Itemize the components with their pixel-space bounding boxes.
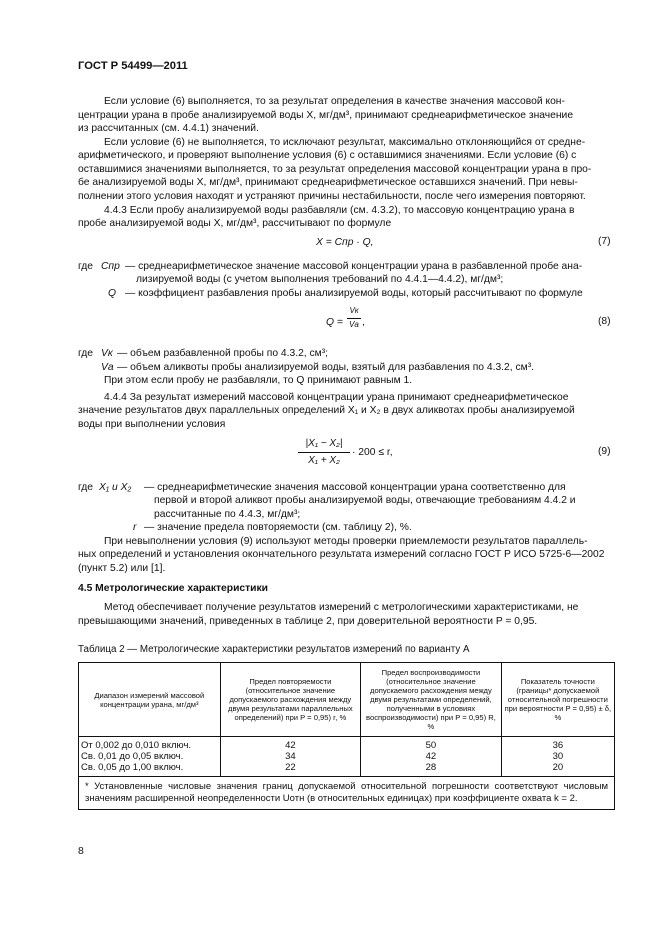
formula-number-8: (8) (598, 316, 611, 327)
paragraph-line: оставшимися значениями выполняется, то за результат определения массовой концентрации урана в про- (78, 164, 592, 175)
reproducibility-cell (361, 737, 502, 777)
paragraph-line: Если условие (6) выполняется, то за результат определения в качестве значения массовой кон- (104, 96, 565, 107)
paragraph-line: (пункт 5.2) или [1]. (78, 563, 166, 574)
formula-number-9: (9) (598, 446, 611, 457)
range-value: Св. 0,05 до 1,00 включ. (81, 762, 184, 773)
r-value: 22 (285, 762, 296, 773)
delta-value: 20 (552, 762, 564, 773)
table-header-row (79, 663, 615, 737)
metrology-table (78, 662, 615, 810)
table-footnote-row (79, 777, 615, 810)
definition-line: первой и второй аликвот пробы анализируемой воды, отвечающие требованиям 4.4.2 и (154, 495, 576, 506)
formula-8-lhs: Q = (326, 317, 343, 328)
definition-line: — среднеарифметическое значение массовой концентрации урана в разбавленной пробе ана- (125, 261, 583, 272)
r-value: 42 (285, 740, 296, 751)
paragraph-line: Метод обеспечивает получение результатов измерений с метрологическими характеристиками, не (104, 602, 579, 613)
accuracy-cell (501, 737, 614, 777)
paragraph-line: центрации урана в пробе анализируемой воды X, мг/дм³, принимают среднеарифметическое значение (78, 110, 574, 121)
r-value: 34 (285, 751, 296, 762)
definition-line: лизируемой воды (с учетом выполнения требований по 4.4.1—4.4.2), мг/дм³; (136, 274, 504, 285)
formula-number-7: (7) (598, 236, 611, 247)
formula-8-numerator: Vк (349, 306, 359, 315)
section-title: 4.5 Метрологические характеристики (78, 583, 268, 594)
symbol: Vк (101, 348, 113, 359)
R-value: 50 (425, 740, 437, 751)
header-accuracy: Показатель точности (границы* допускаемой относительной погрешности при вероятности P = 0,95) ± δ, % (501, 663, 614, 737)
paragraph-line: значение результатов двух параллельных определений X₁ и X₂ в двух аликвотах пробы анализируемой (78, 405, 575, 416)
R-value: 28 (425, 762, 437, 773)
symbol: Cпр (101, 261, 120, 272)
where-label: где (78, 482, 94, 493)
delta-value: 30 (552, 751, 564, 762)
formula-7: X = Cпр · Q, (316, 237, 374, 248)
paragraph-line: 4.4.3 Если пробу анализируемой воды разбавляли (см. 4.3.2), то массовую концентрацию урана в (104, 205, 575, 216)
formula-9-denominator: X₁ + X₂ (308, 455, 340, 466)
R-value: 42 (425, 751, 437, 762)
table-caption: Таблица 2 — Метрологические характеристики результатов измерений по варианту А (78, 644, 470, 655)
paragraph-line: из рассчитанных (см. 4.4.1) значений. (78, 123, 259, 134)
header-reproducibility: Предел воспроизводимости (относительное значение допускаемого расхождения между двумя результатами определений, полученными в условиях воспроизводимости) при P = 0,95) R, % (361, 663, 502, 737)
definition-line: — объем аликвоты пробы анализируемой воды, взятый для разбавления по 4.3.2, см³. (117, 362, 535, 373)
symbol: r (133, 522, 137, 533)
formula-9-tail: · 200 ≤ r, (352, 447, 393, 458)
fraction-bar (347, 318, 361, 319)
paragraph-line: При этом если пробу не разбавляли, то Q принимают равным 1. (104, 375, 413, 386)
paragraph-line: При невыполнении условия (9) используют методы проверки приемлемости результатов параллель- (104, 536, 588, 547)
header-repeatability: Предел повторяемости (относительное значение допускаемого расхождения между двумя результатами параллельных определений) при P = 0,95) r, % (220, 663, 361, 737)
paragraph-line: полнении этого условия находят и устраняют причины нестабильности, после чего измерения повторяют. (78, 191, 586, 202)
header-range: Диапазон измерений массовой концентрации урана, мг/дм³ (79, 663, 221, 737)
definition-line: — среднеарифметические значения массовой концентрации урана соответственно для (144, 482, 566, 493)
symbol: Vа (101, 362, 114, 373)
table-footnote: * Установленные числовые значения границ допускаемой относительной погрешности соответствуют числовым значениям расширенной неопределенности Uотн (в относительных единицах) при коэффициенте охвата k = 2. (79, 777, 615, 810)
paragraph-line: пробе анализируемой воды X, мг/дм³, рассчитывают по формуле (78, 218, 392, 229)
range-cell (79, 737, 221, 777)
table-row (79, 737, 615, 777)
definition-line: — значение предела повторяемости (см. таблицу 2), %. (144, 522, 412, 533)
repeatability-cell (220, 737, 361, 777)
paragraph-line: арифметического, и проверяют выполнение условия (6) с оставшимися значениями. Если условие (6) с (78, 150, 577, 161)
document-header: ГОСТ Р 54499—2011 (78, 60, 188, 72)
definition-line: — коэффициент разбавления пробы анализируемой воды, который рассчитывают по формуле (125, 288, 583, 299)
range-value: От 0,002 до 0,010 включ. (81, 740, 192, 751)
page-number: 8 (78, 845, 84, 857)
range-value: Св. 0,01 до 0,05 включ. (81, 751, 184, 762)
paragraph-line: Если условие (6) не выполняется, то исключают результат, максимально отклоняющийся от средне- (104, 137, 586, 148)
definition-line: рассчитанные по 4.4.3, мг/дм³; (154, 509, 301, 520)
symbol: X₁ и X₂ (99, 482, 132, 493)
where-label: где (78, 348, 94, 359)
paragraph-line: превышающими значений, приведенных в таблице 2, при доверительной вероятности P = 0,95. (78, 616, 538, 627)
formula-9-numerator: |X₁ − X₂| (305, 438, 343, 449)
where-label: где (78, 261, 94, 272)
paragraph-line: ных определений и установления окончательного результата измерений согласно ГОСТ Р ИСО 5725-6—2002 (78, 549, 605, 560)
formula-8-denominator: Vа (349, 320, 359, 329)
formula-8-tail: , (362, 317, 365, 328)
definition-line: — объем разбавленной пробы по 4.3.2, см³; (117, 348, 329, 359)
paragraph-line: воды при выполнении условия (78, 419, 226, 430)
symbol: Q (108, 288, 117, 299)
delta-value: 36 (552, 740, 564, 751)
paragraph-line: 4.4.4 За результат измерений массовой концентрации урана принимают среднеарифметическое (104, 392, 569, 403)
fraction-bar (298, 452, 350, 453)
paragraph-line: бе анализируемой воды X, мг/дм³, принимают среднеарифметическое оставшихся значений. При невы- (78, 177, 578, 188)
